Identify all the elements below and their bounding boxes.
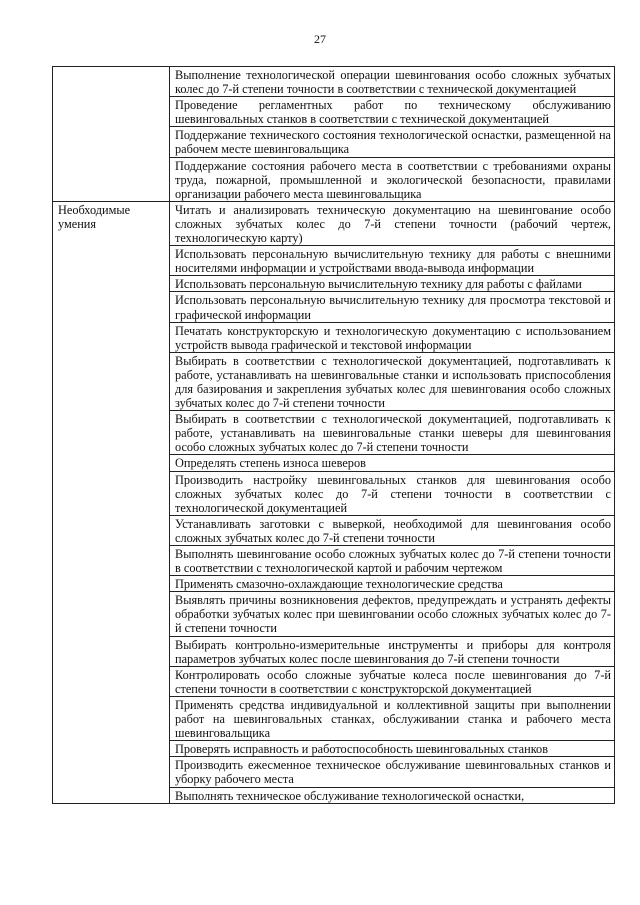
table-cell: Производить ежесменное техническое обслуживание шевинговальных станков и уборку рабочего места <box>170 757 615 787</box>
table-cell: Производить настройку шевинговальных станков для шевингования особо сложных зубчатых колес до 7-й степени точности в соответствии с технологической документацией <box>170 471 615 515</box>
table-cell: Контролировать особо сложные зубчатые колеса после шевингования до 7-й степени точности в соответствии с конструкторской документацией <box>170 666 615 696</box>
table-cell: Поддержание состояния рабочего места в соответствии с требованиями охраны труда, пожарной, промышленной и экологической безопасности, правилами организации рабочего места шевинговальщика <box>170 157 615 201</box>
table-cell: Проведение регламентных работ по техническому обслуживанию шевинговальных станков в соответствии с технической документацией <box>170 97 615 127</box>
table-cell: Использовать персональную вычислительную технику для просмотра текстовой и графической информации <box>170 292 615 322</box>
table-cell: Выбирать в соответствии с технологической документацией, подготавливать к работе, устанавливать на шевинговальные станки шеверы для шевингования особо сложных зубчатых колес до 7-й степени точности <box>170 411 615 455</box>
table-cell: Использовать персональную вычислительную технику для работы с внешними носителями информации и устройствами ввода-вывода информации <box>170 246 615 276</box>
table-cell: Печатать конструкторскую и технологическую документацию с использованием устройств вывода графической и текстовой информации <box>170 322 615 352</box>
table-cell: Читать и анализировать техническую документацию на шевингование особо сложных зубчатых колес до 7-й степени точности (рабочий чертеж, технологическую карту) <box>170 201 615 245</box>
table-cell: Поддержание технического состояния технологической оснастки, размещенной на рабочем месте шевинговальщика <box>170 127 615 157</box>
table-cell: Использовать персональную вычислительную технику для работы с файлами <box>170 276 615 292</box>
table-cell: Применять средства индивидуальной и коллективной защиты при выполнении работ на шевинговальных станках, обслуживании станка и рабочего места шевинговальщика <box>170 696 615 740</box>
row-label-required-skills: Необходимые умения <box>53 201 170 803</box>
row-label-labor-actions <box>53 67 170 202</box>
table-cell: Устанавливать заготовки с выверкой, необходимой для шевингования особо сложных зубчатых колес до 7-й степени точности <box>170 515 615 545</box>
table-cell: Выбирать контрольно-измерительные инструменты и приборы для контроля параметров зубчатых колес после шевингования до 7-й степени точности <box>170 636 615 666</box>
page-number: 27 <box>314 32 326 46</box>
table-cell: Проверять исправность и работоспособность шевинговальных станков <box>170 741 615 757</box>
table-row <box>53 67 615 97</box>
table-cell: Выбирать в соответствии с технологической документацией, подготавливать к работе, устанавливать на шевинговальные станки и использовать приспособления для базирования и закрепления зубчатых колес для шевингования особо сложных зубчатых колес до 7-й степени точности <box>170 352 615 410</box>
table-cell: Выполнять техническое обслуживание технологической оснастки, <box>170 787 615 803</box>
requirements-table <box>52 66 615 804</box>
table-body <box>53 67 615 804</box>
table-cell: Выполнение технологической операции шевингования особо сложных зубчатых колес до 7-й степени точности в соответствии с технической документацией <box>170 67 615 97</box>
table-row <box>53 201 615 245</box>
table-cell: Выявлять причины возникновения дефектов, предупреждать и устранять дефекты обработки зубчатых колес при шевинговании особо сложных зубчатых колес до 7-й степени точности <box>170 592 615 636</box>
table-cell: Применять смазочно-охлаждающие технологические средства <box>170 576 615 592</box>
table-cell: Выполнять шевингование особо сложных зубчатых колес до 7-й степени точности в соответствии с технологической картой и рабочим чертежом <box>170 546 615 576</box>
table-cell: Определять степень износа шеверов <box>170 455 615 471</box>
